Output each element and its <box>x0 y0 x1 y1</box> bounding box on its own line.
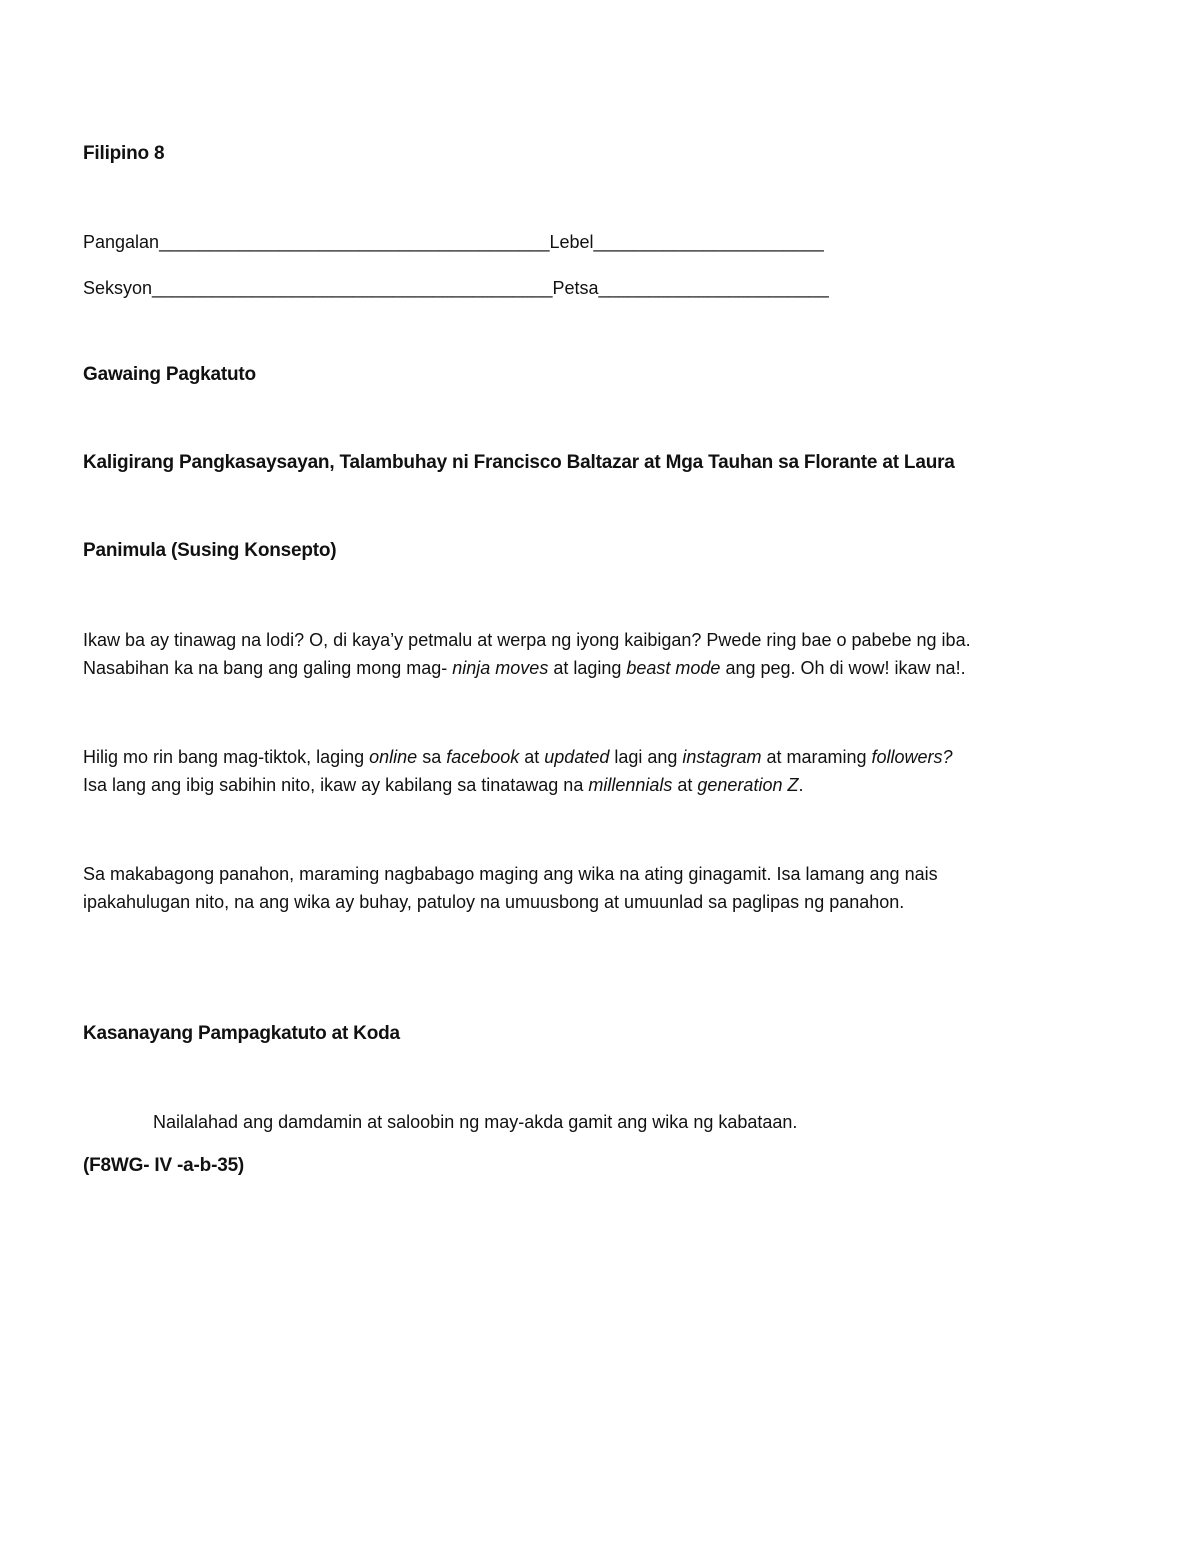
italic-term: online <box>369 747 418 767</box>
text-run: at maraming <box>761 747 872 767</box>
italic-term: generation Z <box>697 775 799 795</box>
italic-term: facebook <box>446 747 520 767</box>
paragraph-1-line-1: Ikaw ba ay tinawag na lodi? O, di kaya’y petmalu at werpa ng iyong kaibigan? Pwede ring bae o pabebe ng iba. <box>83 630 971 650</box>
paragraph-2 <box>83 743 953 799</box>
paragraph-3-line-2: ipakahulugan nito, na ang wika ay buhay, patuloy na umuusbong at umuunlad sa paglipas ng panahon. <box>83 892 905 912</box>
competency-code: (F8WG- IV -a-b-35) <box>83 1155 245 1176</box>
name-level-field-row: Pangalan_______________________________________Lebel_______________________ <box>83 232 824 252</box>
section-title: Gawaing Pagkatuto <box>83 364 256 385</box>
text-run: sa <box>417 747 447 767</box>
text-run: lagi ang <box>609 747 683 767</box>
italic-term: beast mode <box>626 658 721 678</box>
competency-text: Nailalahad ang damdamin at saloobin ng may-akda gamit ang wika ng kabataan. <box>153 1112 798 1132</box>
paragraph-1-line-2 <box>83 654 971 682</box>
text-run: Isa lang ang ibig sabihin nito, ikaw ay kabilang sa tinatawag na <box>83 775 589 795</box>
text-run: Hilig mo rin bang mag-tiktok, laging <box>83 747 370 767</box>
paragraph-2-line-2 <box>83 771 953 799</box>
paragraph-3 <box>83 860 938 916</box>
paragraph-1 <box>83 626 971 682</box>
text-run: ang peg. Oh di wow! ikaw na!. <box>720 658 966 678</box>
topic-title: Kaligirang Pangkasaysayan, Talambuhay ni Francisco Baltazar at Mga Tauhan sa Florante at Laura <box>83 452 955 473</box>
text-run: at <box>519 747 545 767</box>
text-run: at laging <box>548 658 627 678</box>
italic-term: ninja moves <box>452 658 549 678</box>
competency-heading: Kasanayang Pampagkatuto at Koda <box>83 1023 400 1044</box>
section-date-field-row: Seksyon________________________________________Petsa_______________________ <box>83 278 829 298</box>
text-run: Nasabihan ka na bang ang galing mong mag- <box>83 658 453 678</box>
paragraph-2-line-1 <box>83 743 953 771</box>
text-run: . <box>798 775 804 795</box>
italic-term: instagram <box>682 747 762 767</box>
paragraph-3-line-1: Sa makabagong panahon, maraming nagbabago maging ang wika na ating ginagamit. Isa lamang ang nais <box>83 864 938 884</box>
subject-title: Filipino 8 <box>83 143 165 164</box>
italic-term: followers? <box>871 747 953 767</box>
intro-heading: Panimula (Susing Konsepto) <box>83 540 337 561</box>
italic-term: updated <box>544 747 610 767</box>
text-run: at <box>672 775 698 795</box>
italic-term: millennials <box>588 775 673 795</box>
